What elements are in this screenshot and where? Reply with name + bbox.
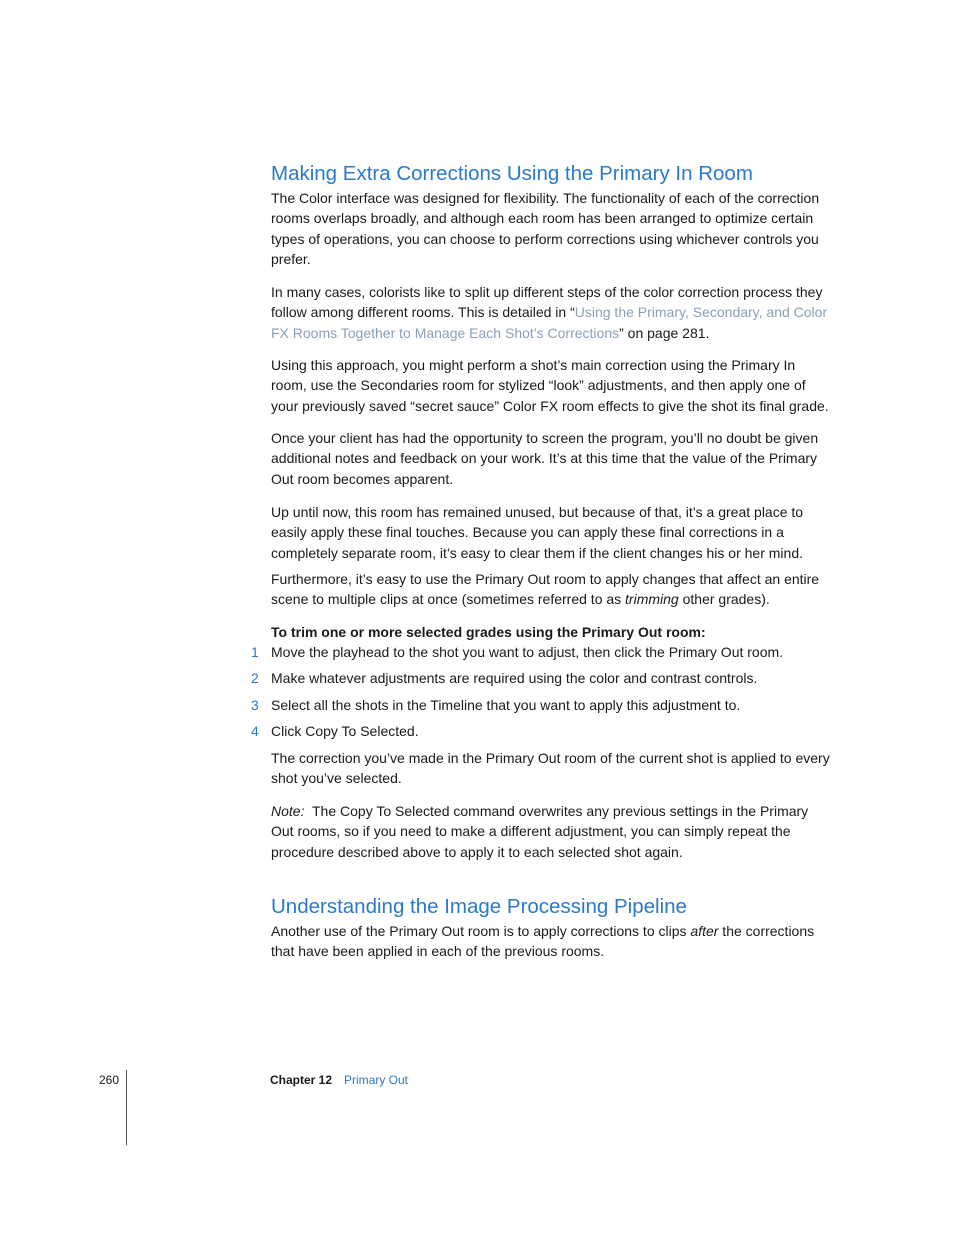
paragraph: Once your client has had the opportunity to screen the program, you’ll no doubt be given additional notes and feedback on your work. It’s at this time that the value of the Primary Out room becomes apparent. xyxy=(271,430,819,487)
paragraph: Up until now, this room has remained unused, but because of that, it’s a great place to easily apply these final touches. Because you can apply these final corrections in a completely separate room, it’s easy to clear them if the client changes his or her mind. xyxy=(271,504,804,561)
cross-reference-link[interactable]: Using the Primary, Secondary, and Color FX Rooms Together to Manage Each Shot’s Corrections xyxy=(271,304,828,341)
section-body-primary-in xyxy=(271,188,831,270)
paragraph: Using this approach, you might perform a shot’s main correction using the Primary In room, use the Secondaries room for stylized “look” adjustments, and then apply one of your previously saved “secret sauce” Color FX room effects to give the shot its final grade. xyxy=(271,357,829,414)
section-heading-pipeline: Understanding the Image Processing Pipeline xyxy=(271,895,687,918)
emphasis-text: trimming xyxy=(625,591,679,608)
paragraph-text: Another use of the Primary Out room is to apply corrections to clips xyxy=(271,923,691,939)
section-heading-primary-in: Making Extra Corrections Using the Primary In Room xyxy=(271,162,753,185)
step-number: 2 xyxy=(251,670,259,686)
chapter-label: Chapter 12 xyxy=(270,1073,333,1087)
footer-divider xyxy=(126,1070,127,1145)
paragraph-text: the corrections that have been applied in each of the previous rooms. xyxy=(271,923,815,960)
paragraph-text: In many cases, colorists like to split up different steps of the color correction process they follow among different rooms. This is detailed in “ xyxy=(271,284,823,321)
paragraph-text: ” on page 281. xyxy=(619,324,710,341)
note-label: Note: xyxy=(271,803,305,819)
step-number: 4 xyxy=(251,723,259,739)
step-text: Move the playhead to the shot you want to adjust, then click the Primary Out room. xyxy=(271,644,784,660)
note xyxy=(271,801,831,862)
step-number: 1 xyxy=(251,644,259,660)
page-number: 260 xyxy=(99,1073,120,1087)
emphasis-text: after xyxy=(690,923,719,939)
note-text: The Copy To Selected command overwrites any previous settings in the Primary Out rooms, so if you need to make a different adjustment, you can simply repeat the procedure described above to apply it to each selected shot again. xyxy=(271,803,813,860)
paragraph: The Color interface was designed for flexibility. The functionality of each of the correction rooms overlaps broadly, and although each room has been arranged to optimize certain types of operations, you can choose to perform corrections using whichever controls you prefer. xyxy=(271,190,820,268)
paragraph-text: Furthermore, it’s easy to use the Primary Out room to apply changes that affect an entire scene to multiple clips at once (sometimes referred to as xyxy=(271,571,820,608)
paragraph-text: other grades). xyxy=(678,591,770,608)
step-text: Click Copy To Selected. xyxy=(271,723,419,739)
result-paragraph: The correction you’ve made in the Primary Out room of the current shot is applied to every shot you’ve selected. xyxy=(271,750,830,787)
chapter-title-link[interactable]: Primary Out xyxy=(344,1073,409,1087)
step-text: Select all the shots in the Timeline that you want to apply this adjustment to. xyxy=(271,697,741,713)
paragraph-with-link xyxy=(271,282,831,343)
step-text: Make whatever adjustments are required using the color and contrast controls. xyxy=(271,670,758,686)
step-number: 3 xyxy=(251,697,259,713)
task-heading: To trim one or more selected grades using the Primary Out room: xyxy=(271,624,706,640)
